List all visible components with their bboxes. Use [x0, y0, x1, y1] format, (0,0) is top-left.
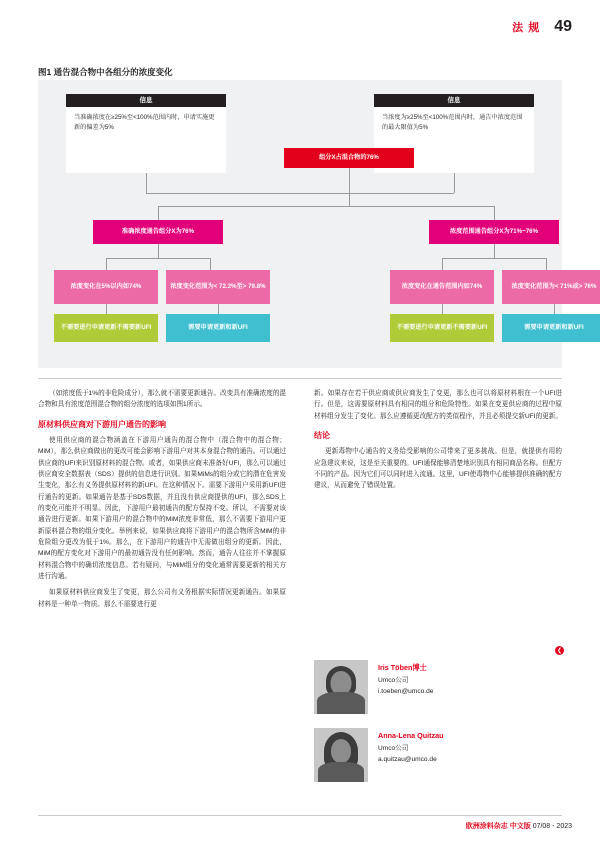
author-entry — [314, 660, 564, 714]
node-leaf-2: 浓度变化范围为< 72.2%至> 79.8% — [166, 270, 270, 304]
avatar — [314, 728, 368, 782]
node-root: 组分X占混合物的76% — [284, 148, 414, 168]
connector-line — [494, 206, 495, 220]
node-result-4: 需要申请更新和新UFI — [502, 314, 600, 342]
author-company: Umco公司 — [378, 676, 409, 684]
author-email[interactable]: i.toeben@umco.de — [378, 687, 434, 695]
connector-line — [300, 193, 454, 194]
node-leaf-4: 浓度变化范围为< 71%或> 76% — [502, 270, 600, 304]
connector-line — [106, 258, 210, 259]
author-email[interactable]: a.quitzau@umco.de — [378, 755, 437, 763]
connector-line — [158, 244, 159, 258]
info-left-title: 信息 — [66, 94, 226, 107]
info-right-text: 当浓度为≥25%至<100%范围内时，通告中浓度范围的最大限值为5% — [374, 107, 534, 173]
paragraph: 更新毒物中心通告的义务给受影响的公司带来了更多挑战。但是，就提供有用的应急建议来说，这是至关重要的。UFI通保能够清楚地识别具有相同商品名称。但配方不同的产品。因为它们可以同时进入流通。这里，UFI使毒物中心能够提供准确的配方建议，从而避免了错误处置。 — [314, 448, 562, 490]
node-result-3: 不需要进行申请更新不需要新UFI — [390, 314, 494, 342]
paragraph: 如果原材料供应商发生了变更，那么公司有义务根据实际情况更新通告。如果原材料是一种单一物质。那么不需要进行更 — [38, 589, 286, 608]
avatar — [314, 660, 368, 714]
info-right-title: 信息 — [374, 94, 534, 107]
author-name: Anna-Lena Quitzau — [378, 731, 444, 740]
connector-line — [218, 304, 219, 314]
node-result-2: 需要申请更新和新UFI — [166, 314, 270, 342]
connector-line — [106, 304, 107, 314]
author-name: Iris Töben博士 — [378, 663, 427, 672]
connector-line — [494, 244, 495, 258]
divider-footer — [38, 815, 562, 816]
footer-publication: 欧洲涂料杂志 — [465, 823, 508, 830]
paragraph: 使用供应商的混合物涵盖在下游用户通告的混合物中（混合物中的混合物；MiM），那么供应商做出的更改可能会影响下游用户对其本身混合物的通告。可以通过供应商的UFI来识别原材料的混合物。或者，如果供应商未准备好UFI，那么可以通过供应商安全数据表（SDS）提供的信息进行识别。如果MiMs的组分或它的潜在危害发生变化，那么有义务提供原材料的新UFI。在这种情况下。需要下游用户采用新UFI进行通告的更新。如果通告是基于SDS数据，并且没有供应商提供的UFI，那么SDS上的变化可能并不明显。因此，下游用户最初通告的配方保持不变。所以，不需要对该通告进行更新。如果下游用户的混合物中的MiM浓度非常低，那么不需要下游用户更新原料混合物的组分变化。举例来说，如果供应商将下游用户的混合物所含MiM的非危险组分更改为低于1%。那么，在下游用户的通告中无需做出组分的更新。因此，MiM的配方变化对下游用户的最初通告没有任何影响。然而，通告人往往并不掌握原材料混合物中的确切浓度信息。若有疑问，与MiM组分的变化通常需要更新的相关方进行沟通。 — [38, 437, 286, 580]
author-company: Umco公司 — [378, 744, 409, 752]
section-heading-supplier-impact: 原材料供应商对下游用户通告的影响 — [38, 419, 166, 429]
connector-line — [454, 173, 455, 193]
connector-line — [442, 258, 443, 270]
figure-caption: 图1 通告混合物中各组分的浓度变化 — [38, 67, 173, 77]
connector-line — [546, 258, 547, 270]
node-leaf-1: 浓度变化在5%以内如74% — [54, 270, 158, 304]
connector-line — [158, 206, 494, 207]
authors-block — [314, 648, 564, 796]
connector-line — [349, 168, 350, 206]
paragraph: （如浓度低于1%的非危险成分），那么就不需要更新通告。改变具有准确浓度的混合物和具有浓度范围混合物的组分浓度的选项如图1所示。 — [38, 390, 287, 409]
article-right-column — [314, 388, 562, 497]
connector-line — [210, 258, 211, 270]
author-entry — [314, 728, 564, 782]
info-left-text: 当准确浓度在≥25%至<100%范围内时，申请实施更新的偏差为5% — [66, 107, 226, 173]
node-result-1: 不需要进行申请更新不需要新UFI — [54, 314, 158, 342]
connector-line — [146, 173, 147, 193]
connector-line — [158, 206, 159, 220]
figure-flowchart — [38, 80, 597, 368]
section-heading-conclusion: 结论 — [314, 430, 330, 440]
page-header — [512, 18, 572, 36]
footer-issue: 07/08 - 2023 — [532, 823, 572, 830]
connector-line — [442, 258, 546, 259]
page-footer — [466, 821, 572, 831]
node-branch-right: 浓度范围通告组分X为71%~76% — [429, 220, 559, 244]
connector-line — [442, 304, 443, 314]
header-section-label: 法 规 — [512, 22, 541, 34]
connector-line — [146, 193, 300, 194]
connector-line — [554, 304, 555, 314]
footer-edition: 中文版 — [509, 823, 531, 830]
divider-top — [38, 378, 562, 379]
article-left-column — [38, 388, 286, 615]
connector-line — [106, 258, 107, 270]
end-of-article-icon: ❮ — [556, 648, 563, 654]
node-leaf-3: 浓度变化在通告范围内如74% — [390, 270, 494, 304]
page-number: 49 — [554, 18, 572, 35]
paragraph: 新。如果存在若干供应商或供应商发生了变更，那么也可以将原材料根在一个UFI进行。但是，这需要原材料具有相同的组分和危险特性。如果在变更供应商的过程中原材料组分发生了变化。那么应遵循更改配方的类似程序，并且必须提交新UFI的更新。 — [314, 390, 562, 420]
node-branch-left: 准确浓度通告组分X为76% — [93, 220, 223, 244]
